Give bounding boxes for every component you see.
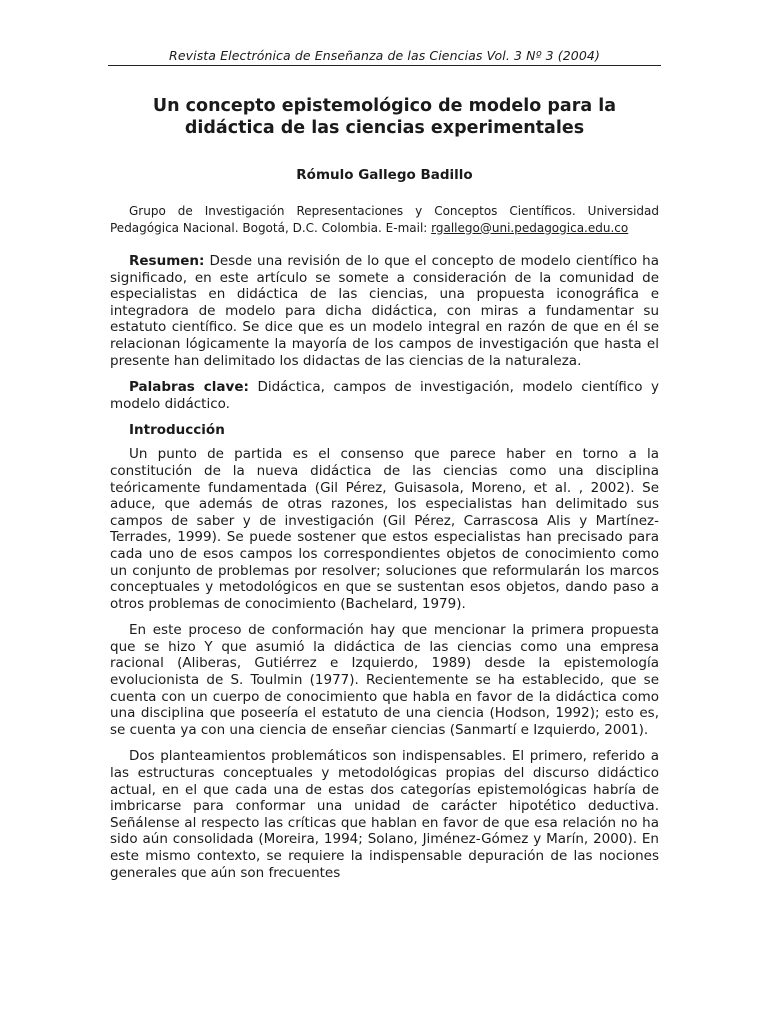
header-rule [108,65,661,66]
body-paragraph: En este proceso de conformación hay que mencionar la primera propuesta que se hizo Y que asumió la didáctica de las ciencias como una empresa racional (Aliberas, Gutiérrez e Izquierdo, 1989) desde la epistemología evolucionista de S. Toulmin (1977). Recientemente se ha establecido, que se cuenta con un cuerpo de conocimiento que habla en favor de la didáctica como una disciplina que poseería el estatuto de una ciencia (Hodson, 1992); esto es, se cuenta ya con una ciencia de enseñar ciencias (Sanmartí e Izquierdo, 2001). [110,622,659,738]
abstract [110,253,659,369]
running-header: Revista Electrónica de Enseñanza de las Ciencias Vol. 3 Nº 3 (2004) [169,48,600,63]
affiliation [110,203,659,236]
body-paragraph: Un punto de partida es el consenso que parece haber en torno a la constitución de la nueva didáctica de las ciencias como una disciplina teóricamente fundamentada (Gil Pérez, Guisasola, Moreno, et al. , 2002). Se aduce, que además de otras razones, los especialistas han delimitado sus campos de saber y de investigación (Gil Pérez, Carrascosa Alis y Martínez-Terrades, 1999). Se puede sostener que estos especialistas han precisado para cada uno de esos campos los correspondientes objetos de conocimiento como un conjunto de problemas por resolver; soluciones que reformularán los marcos conceptuales y metodológicos en que se sustentan esos objetos, dando paso a otros problemas de conocimiento (Bachelard, 1979). [110,446,659,612]
section-heading-introduccion: Introducción [129,422,225,439]
keywords [110,379,659,412]
abstract-text: Desde una revisión de lo que el concepto de modelo científico ha significado, en este artículo se somete a consideración de la comunidad de especialistas en didáctica de las ciencias, una propuesta iconográfica e integradora de modelo para dicha didáctica, con miras a fundamentar su estatuto científico. Se dice que es un modelo integral en razón de que en él se relacionan lógicamente la mayoría de los campos de investigación que hasta el presente han delimitado los didactas de las ciencias de la naturaleza. [110,253,659,369]
author-email-link[interactable]: rgallego@uni.pedagogica.edu.co [431,220,629,235]
body-paragraph: Dos planteamientos problemáticos son indispensables. El primero, referido a las estructuras conceptuales y metodológicas propias del discurso didáctico actual, en el que cada una de estas dos categorías epistemológicas habría de imbricarse para conformar una unidad de carácter hipotético deductiva. Señálense al respecto las críticas que hablan en favor de que esa relación no ha sido aún consolidada (Moreira, 1994; Solano, Jiménez-Gómez y Marín, 2000). En este mismo contexto, se requiere la indispensable depuración de las nociones generales que aún son frecuentes [110,748,659,881]
title-line-1: Un concepto epistemológico de modelo para la [152,96,617,116]
keywords-text: Didáctica, campos de investigación, modelo científico y modelo didáctico. [110,379,660,412]
keywords-label: Palabras clave: [129,379,249,396]
article-body [110,95,659,881]
author-name: Rómulo Gallego Badillo [296,167,473,183]
affiliation-text: Grupo de Investigación Representaciones y Conceptos Científicos. Universidad Pedagógica Nacional. Bogotá, D.C. Colombia. E-mail: [110,204,659,235]
article-title [110,95,659,139]
title-line-2: didáctica de las ciencias experimentales [184,118,585,138]
abstract-label: Resumen: [129,253,205,269]
